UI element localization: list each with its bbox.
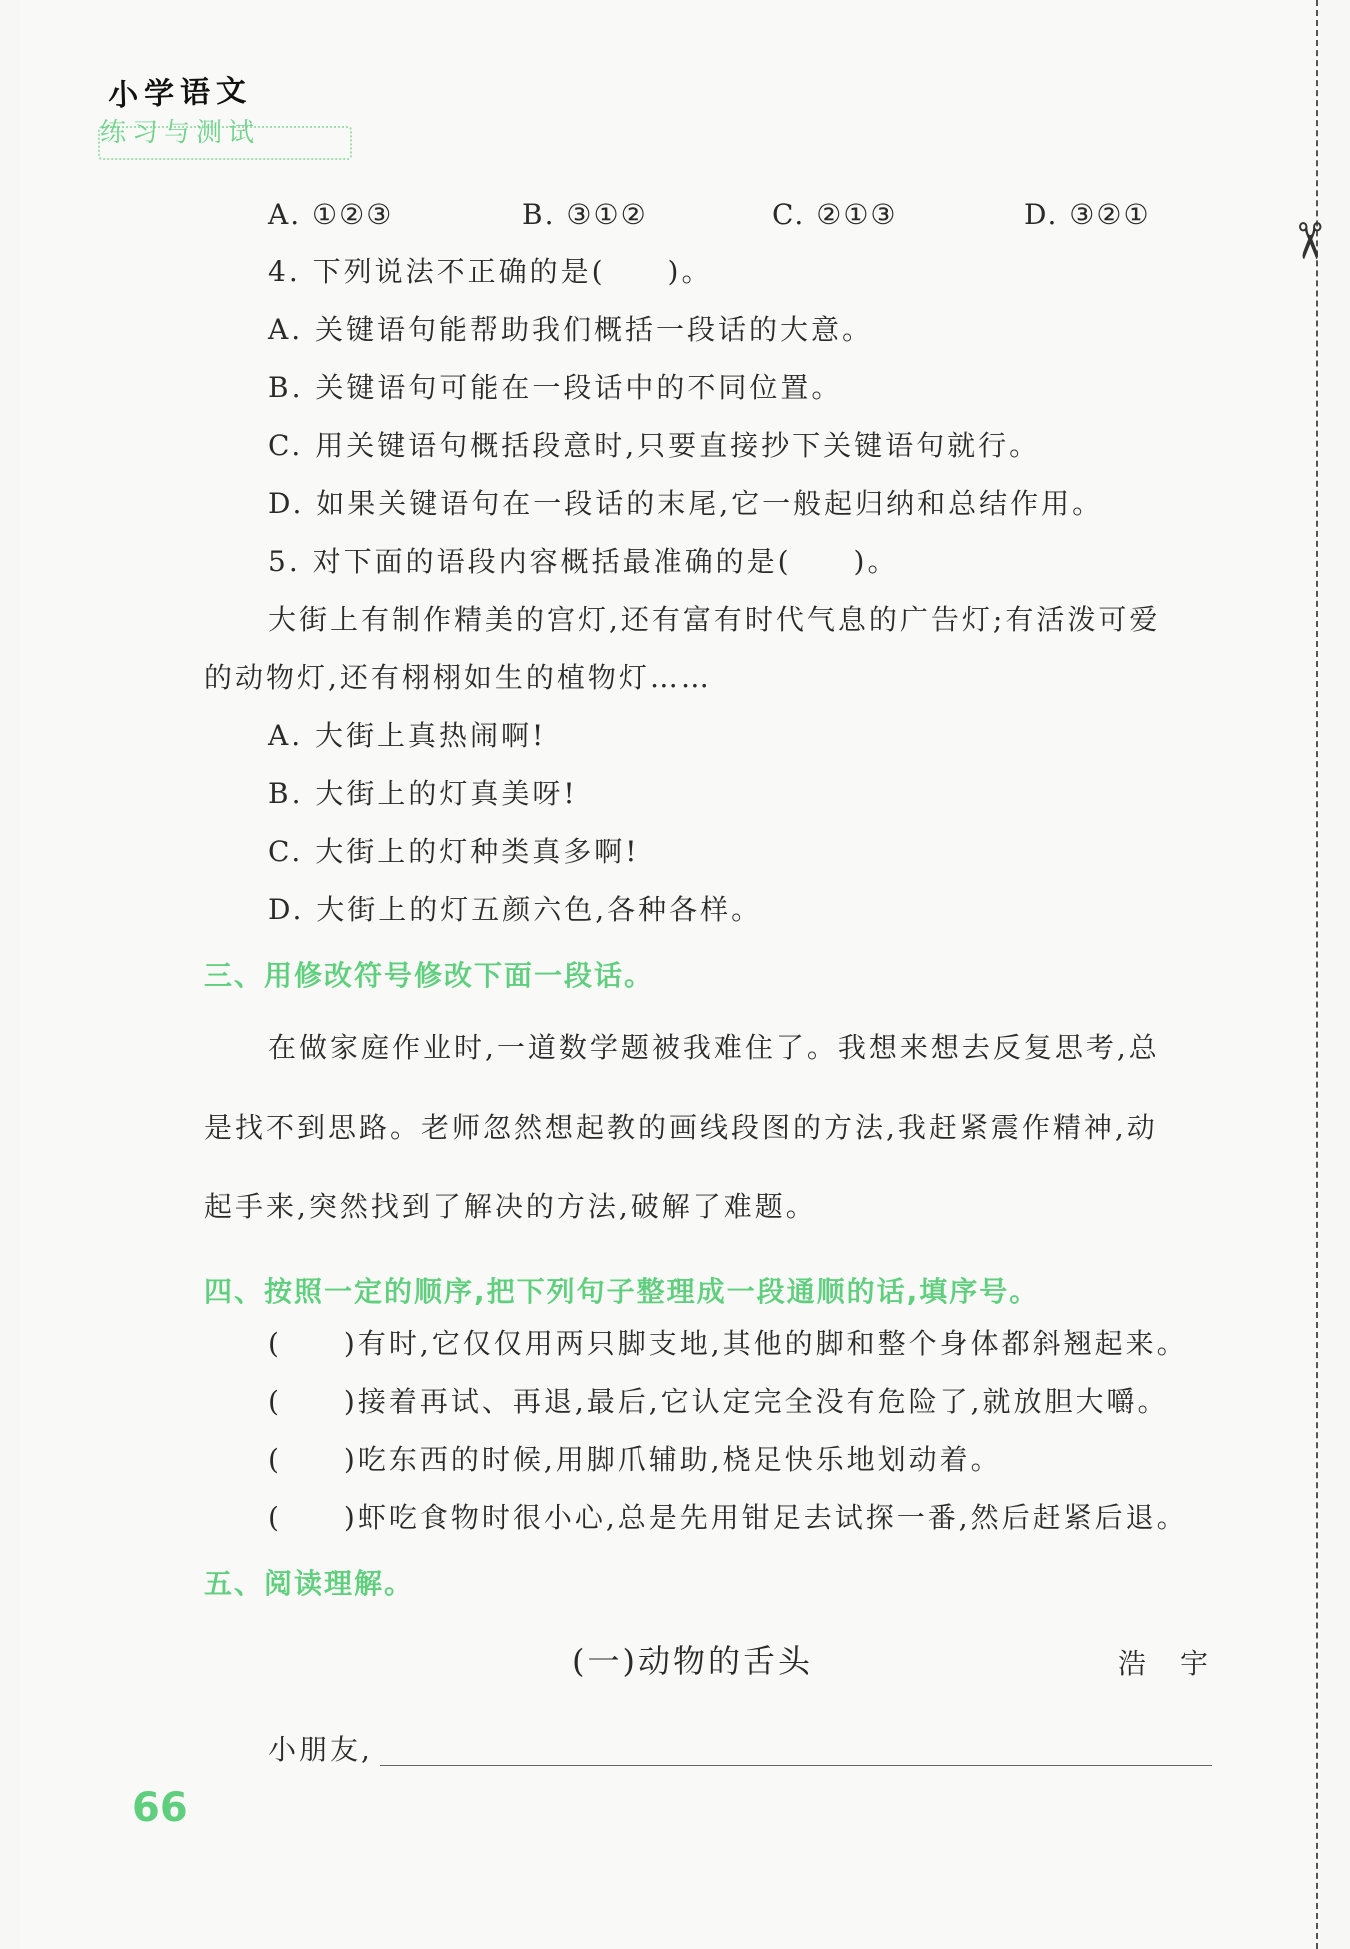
- q4-option-d: D. 如果关键语句在一段话的末尾,它一般起归纳和总结作用。: [268, 487, 1104, 520]
- q5-passage-line1: 大街上有制作精美的宫灯,还有富有时代气息的广告灯;有活泼可爱: [268, 603, 1161, 636]
- book-subtitle: 练习与测试: [100, 118, 261, 148]
- scissors-icon: ✂: [1279, 220, 1338, 262]
- article-author: 浩 宇: [1118, 1647, 1212, 1680]
- q4-option-b: B. 关键语句可能在一段话中的不同位置。: [268, 371, 843, 404]
- section5-title: 五、阅读理解。: [204, 1567, 415, 1600]
- section3-line2: 是找不到思路。老师忽然想起教的画线段图的方法,我赶紧震作精神,动: [204, 1111, 1158, 1144]
- q5-option-d: D. 大街上的灯五颜六色,各种各样。: [268, 893, 763, 926]
- q5-passage-line2: 的动物灯,还有栩栩如生的植物灯……: [204, 661, 712, 694]
- q5-option-b: B. 大街上的灯真美呀!: [268, 777, 578, 810]
- book-title: 小学语文: [107, 73, 253, 114]
- q5-option-c: C. 大街上的灯种类真多啊!: [268, 835, 640, 868]
- q3-option-c: C. ②①③: [772, 198, 898, 231]
- section3-title: 三、用修改符号修改下面一段话。: [204, 959, 655, 992]
- section4-item4[interactable]: ( )虾吃食物时很小心,总是先用钳足去试探一番,然后赶紧后退。: [268, 1501, 1188, 1534]
- page-number: 66: [132, 1785, 188, 1831]
- answer-blank-line[interactable]: [380, 1765, 1212, 1766]
- q3-option-d: D. ③②①: [1024, 198, 1151, 231]
- q4-stem: 4. 下列说法不正确的是( )。: [268, 255, 713, 288]
- article-first-line: 小朋友,: [268, 1733, 373, 1766]
- q3-option-a: A. ①②③: [268, 198, 394, 231]
- q5-option-a: A. 大街上真热闹啊!: [268, 719, 547, 752]
- q3-option-b: B. ③①②: [522, 198, 648, 231]
- q4-option-a: A. 关键语句能帮助我们概括一段话的大意。: [268, 313, 874, 346]
- section3-line3: 起手来,突然找到了解决的方法,破解了难题。: [204, 1190, 817, 1223]
- q4-option-c: C. 用关键语句概括段意时,只要直接抄下关键语句就行。: [268, 429, 1041, 462]
- q5-stem: 5. 对下面的语段内容概括最准确的是( )。: [268, 545, 899, 578]
- section4-item3[interactable]: ( )吃东西的时候,用脚爪辅助,桡足快乐地划动着。: [268, 1443, 1002, 1476]
- section4-item2[interactable]: ( )接着再试、再退,最后,它认定完全没有危险了,就放胆大嚼。: [268, 1385, 1169, 1418]
- section3-line1: 在做家庭作业时,一道数学题被我难住了。我想来想去反复思考,总: [268, 1031, 1160, 1064]
- section4-title: 四、按照一定的顺序,把下列句子整理成一段通顺的话,填序号。: [204, 1275, 1040, 1308]
- article-title: (一)动物的舌头: [572, 1642, 813, 1680]
- section4-item1[interactable]: ( )有时,它仅仅用两只脚支地,其他的脚和整个身体都斜翘起来。: [268, 1327, 1188, 1360]
- cut-line: [1316, 0, 1318, 1949]
